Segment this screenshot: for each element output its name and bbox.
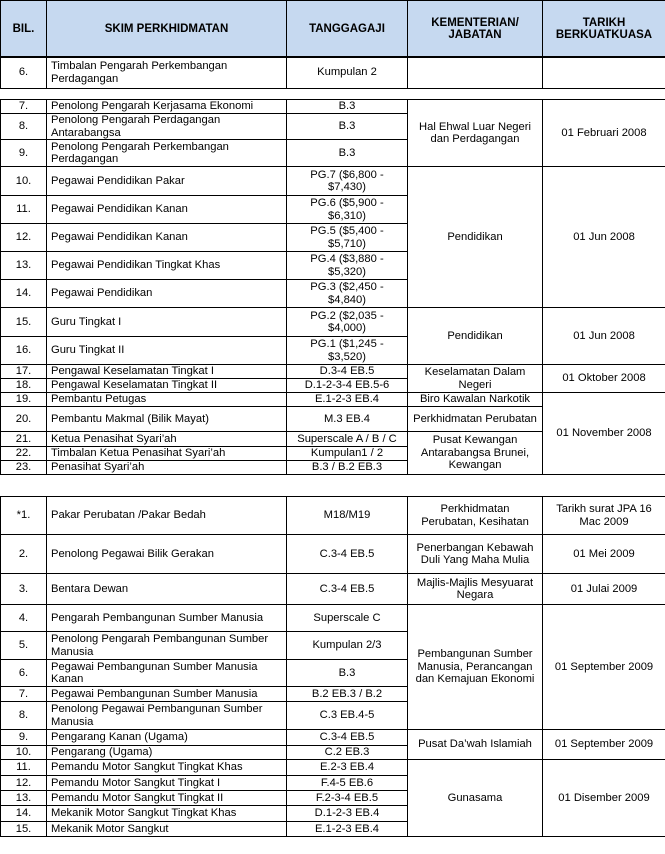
table-row	[1, 574, 665, 605]
cell-gaji: PG.7 ($6,800 - $7,430)	[287, 167, 408, 196]
cell-bil: 7.	[1, 100, 47, 114]
cell-gaji: E.1-2-3 EB.4	[287, 822, 408, 837]
cell-gaji: C.3-4 EB.5	[287, 574, 408, 605]
table-section-2	[0, 99, 665, 475]
cell-bil: 12.	[1, 776, 47, 791]
cell-bil: 15.	[1, 308, 47, 337]
cell-skim: Penolong Pengarah Pembangunan Sumber Manusia	[47, 632, 287, 660]
cell-skim: Timbalan Ketua Penasihat Syari’ah	[47, 447, 287, 461]
cell-tarikh: 01 November 2008	[543, 393, 665, 475]
cell-kementerian: Majlis-Majlis Mesyuarat Negara	[408, 574, 543, 605]
cell-gaji: D.1-2-3-4 EB.5-6	[287, 379, 408, 393]
cell-gaji: B.3	[287, 140, 408, 167]
cell-gaji: C.3-4 EB.5	[287, 730, 408, 746]
header-kementerian: KEMENTERIAN/ JABATAN	[408, 1, 543, 58]
cell-kementerian: Keselamatan Dalam Negeri	[408, 365, 543, 393]
cell-bil: 23.	[1, 461, 47, 475]
cell-skim: Pembantu Petugas	[47, 393, 287, 407]
cell-tarikh	[543, 57, 665, 89]
cell-gaji: Kumpulan1 / 2	[287, 447, 408, 461]
cell-bil: 13.	[1, 252, 47, 280]
cell-kementerian: Pusat Kewangan Antarabangsa Brunei, Kewangan	[408, 432, 543, 475]
cell-kementerian: Pendidikan	[408, 308, 543, 365]
table-row	[1, 100, 665, 114]
cell-skim: Pemandu Motor Sangkut Tingkat Khas	[47, 760, 287, 776]
cell-gaji: PG.5 ($5,400 - $5,710)	[287, 224, 408, 252]
cell-bil: 8.	[1, 702, 47, 730]
cell-tarikh: 01 Mei 2009	[543, 535, 665, 574]
cell-gaji: Kumpulan 2/3	[287, 632, 408, 660]
cell-gaji: PG.4 ($3,880 - $5,320)	[287, 252, 408, 280]
cell-gaji: B.3	[287, 114, 408, 140]
cell-bil: 13.	[1, 791, 47, 806]
cell-skim: Pengarang (Ugama)	[47, 746, 287, 760]
cell-bil: 16.	[1, 337, 47, 365]
cell-bil: 4.	[1, 605, 47, 632]
cell-tarikh: 01 Februari 2008	[543, 100, 665, 167]
cell-skim: Mekanik Motor Sangkut	[47, 822, 287, 837]
cell-skim: Penolong Pengarah Kerjasama Ekonomi	[47, 100, 287, 114]
cell-bil: 10.	[1, 167, 47, 196]
table-row	[1, 535, 665, 574]
cell-gaji: B.3	[287, 660, 408, 687]
cell-bil: 22.	[1, 447, 47, 461]
cell-skim: Pemandu Motor Sangkut Tingkat II	[47, 791, 287, 806]
cell-bil: 14.	[1, 806, 47, 822]
cell-gaji: PG.3 ($2,450 - $4,840)	[287, 280, 408, 308]
cell-bil: 9.	[1, 730, 47, 746]
cell-bil: 21.	[1, 432, 47, 447]
cell-bil: 10.	[1, 746, 47, 760]
cell-bil: 7.	[1, 687, 47, 702]
cell-kementerian: Pembangunan Sumber Manusia, Perancangan dan Kemajuan Ekonomi	[408, 605, 543, 730]
cell-kementerian	[408, 57, 543, 89]
cell-gaji: C.3-4 EB.5	[287, 535, 408, 574]
cell-skim: Pegawai Pendidikan Kanan	[47, 196, 287, 224]
header-tarikh: TARIKH BERKUATKUASA	[543, 1, 665, 58]
cell-kementerian: Pusat Da’wah Islamiah	[408, 730, 543, 760]
header-skim: SKIM PERKHIDMATAN	[47, 1, 287, 58]
cell-gaji: M.3 EB.4	[287, 407, 408, 432]
cell-skim: Guru Tingkat I	[47, 308, 287, 337]
cell-skim: Pengarah Pembangunan Sumber Manusia	[47, 605, 287, 632]
cell-skim: Penolong Pengarah Perkembangan Perdagangan	[47, 140, 287, 167]
cell-kementerian: Perkhidmatan Perubatan	[408, 407, 543, 432]
table-row	[1, 167, 665, 196]
cell-skim: Penasihat Syari’ah	[47, 461, 287, 475]
cell-skim: Pegawai Pendidikan Tingkat Khas	[47, 252, 287, 280]
table-header	[0, 0, 665, 58]
cell-bil: 5.	[1, 632, 47, 660]
cell-skim: Pengarang Kanan (Ugama)	[47, 730, 287, 746]
cell-kementerian: Hal Ehwal Luar Negeri dan Perdagangan	[408, 100, 543, 167]
cell-skim: Pakar Perubatan /Pakar Bedah	[47, 497, 287, 535]
cell-kementerian: Biro Kawalan Narkotik	[408, 393, 543, 407]
cell-gaji: Kumpulan 2	[287, 57, 408, 89]
cell-bil: 12.	[1, 224, 47, 252]
cell-gaji: E.1-2-3 EB.4	[287, 393, 408, 407]
cell-bil: 9.	[1, 140, 47, 167]
cell-tarikh: 01 Jun 2008	[543, 167, 665, 308]
cell-tarikh: 01 Disember 2009	[543, 760, 665, 837]
table-row	[1, 605, 665, 632]
cell-bil: 17.	[1, 365, 47, 379]
cell-gaji: C.2 EB.3	[287, 746, 408, 760]
table-row	[1, 308, 665, 337]
cell-tarikh: 01 Julai 2009	[543, 574, 665, 605]
cell-gaji: D.1-2-3 EB.4	[287, 806, 408, 822]
cell-bil: 11.	[1, 760, 47, 776]
cell-gaji: Superscale A / B / C	[287, 432, 408, 447]
cell-skim: Guru Tingkat II	[47, 337, 287, 365]
cell-tarikh: Tarikh surat JPA 16 Mac 2009	[543, 497, 665, 535]
cell-skim: Pegawai Pendidikan Kanan	[47, 224, 287, 252]
cell-gaji: B.2 EB.3 / B.2	[287, 687, 408, 702]
table-section-3	[0, 496, 665, 837]
cell-gaji: C.3 EB.4-5	[287, 702, 408, 730]
cell-gaji: B.3	[287, 100, 408, 114]
cell-gaji: D.3-4 EB.5	[287, 365, 408, 379]
cell-skim: Pemandu Motor Sangkut Tingkat I	[47, 776, 287, 791]
cell-bil: 6.	[1, 57, 47, 89]
cell-gaji: B.3 / B.2 EB.3	[287, 461, 408, 475]
cell-tarikh: 01 Jun 2008	[543, 308, 665, 365]
cell-skim: Pegawai Pendidikan	[47, 280, 287, 308]
cell-skim: Penolong Pengarah Perdagangan Antarabangsa	[47, 114, 287, 140]
cell-bil: 6.	[1, 660, 47, 687]
cell-tarikh: 01 September 2009	[543, 730, 665, 760]
cell-skim: Ketua Penasihat Syari’ah	[47, 432, 287, 447]
cell-skim: Pengawal Keselamatan Tingkat II	[47, 379, 287, 393]
cell-gaji: M18/M19	[287, 497, 408, 535]
table-row	[1, 730, 665, 746]
cell-bil: 19.	[1, 393, 47, 407]
cell-bil: 11.	[1, 196, 47, 224]
cell-gaji: PG.6 ($5,900 - $6,310)	[287, 196, 408, 224]
cell-skim: Pembantu Makmal (Bilik Mayat)	[47, 407, 287, 432]
cell-skim: Pegawai Pendidikan Pakar	[47, 167, 287, 196]
cell-gaji: F.4-5 EB.6	[287, 776, 408, 791]
table-row	[1, 57, 665, 89]
cell-bil: 15.	[1, 822, 47, 837]
table-row	[1, 760, 665, 776]
cell-bil: 18.	[1, 379, 47, 393]
cell-bil: 20.	[1, 407, 47, 432]
table-row	[1, 393, 665, 407]
cell-skim: Mekanik Motor Sangkut Tingkat Khas	[47, 806, 287, 822]
cell-gaji: E.2-3 EB.4	[287, 760, 408, 776]
cell-gaji: PG.2 ($2,035 - $4,000)	[287, 308, 408, 337]
cell-bil: 2.	[1, 535, 47, 574]
cell-kementerian: Penerbangan Kebawah Duli Yang Maha Mulia	[408, 535, 543, 574]
table-row	[1, 365, 665, 379]
cell-bil: *1.	[1, 497, 47, 535]
cell-tarikh: 01 Oktober 2008	[543, 365, 665, 393]
cell-gaji: Superscale C	[287, 605, 408, 632]
table-row	[1, 497, 665, 535]
cell-gaji: PG.1 ($1,245 - $3,520)	[287, 337, 408, 365]
cell-kementerian: Pendidikan	[408, 167, 543, 308]
cell-skim: Bentara Dewan	[47, 574, 287, 605]
cell-skim: Pegawai Pembangunan Sumber Manusia Kanan	[47, 660, 287, 687]
header-bil: BIL.	[1, 1, 47, 58]
cell-skim: Timbalan Pengarah Perkembangan Perdagangan	[47, 57, 287, 89]
cell-tarikh: 01 September 2009	[543, 605, 665, 730]
cell-skim: Pengawal Keselamatan Tingkat I	[47, 365, 287, 379]
cell-skim: Penolong Pegawai Pembangunan Sumber Manusia	[47, 702, 287, 730]
cell-bil: 8.	[1, 114, 47, 140]
cell-kementerian: Gunasama	[408, 760, 543, 837]
cell-bil: 14.	[1, 280, 47, 308]
header-tanggagaji: TANGGAGAJI	[287, 1, 408, 58]
cell-skim: Pegawai Pembangunan Sumber Manusia	[47, 687, 287, 702]
cell-kementerian: Perkhidmatan Perubatan, Kesihatan	[408, 497, 543, 535]
cell-bil: 3.	[1, 574, 47, 605]
cell-gaji: F.2-3-4 EB.5	[287, 791, 408, 806]
cell-skim: Penolong Pegawai Bilik Gerakan	[47, 535, 287, 574]
table-section-1	[0, 56, 665, 89]
